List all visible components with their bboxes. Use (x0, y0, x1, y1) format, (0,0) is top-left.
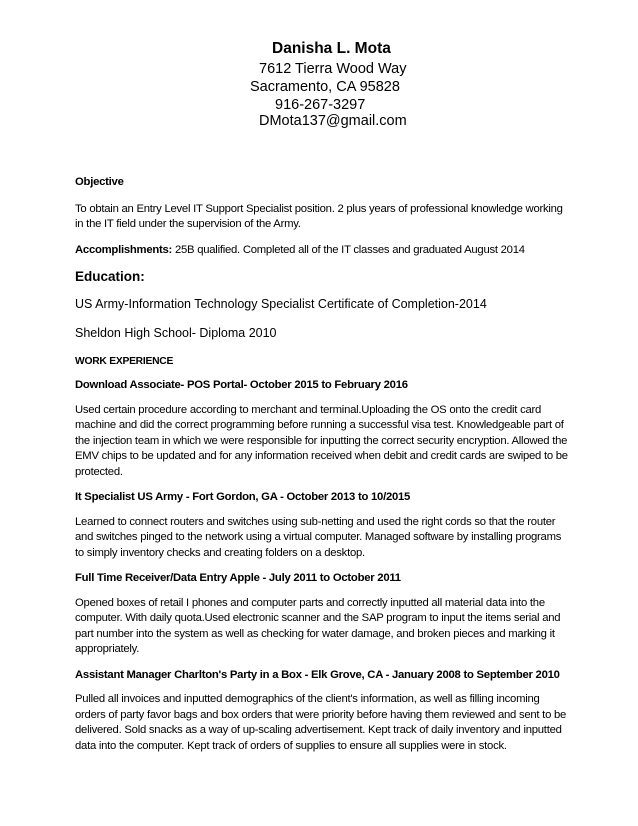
street-address: 7612 Tierra Wood Way (259, 61, 407, 77)
education-item-army: US Army-Information Technology Specialist Certificate of Completion-2014 (75, 296, 487, 311)
accomplishments-label: Accomplishments: (75, 243, 173, 256)
job-description: Used certain procedure according to merchant and terminal.Uploading the OS onto the credit card machine and did the correct programming before running a successful visa test. Knowledgeable part of the injection team in which we were responsible for inputting the correct security encryption. Allowed the EMV chips to be updated and for any information received when debit and credit cards are swiped to be protected. (75, 403, 568, 478)
job-entry (75, 378, 570, 480)
job-description: Pulled all invoices and inputted demographics of the client's information, as well as filling incoming orders of party favor bags and box orders that were priority before having them reviewed and sent to be delivered. Sold snacks as a way of up-scaling advertisement. Kept track of daily inventory and inputted data into the computer. Kept track of orders of supplies to ensure all supplies were in stock. (75, 693, 567, 752)
objective-heading: Objective (75, 176, 124, 188)
accomplishments-line (75, 243, 570, 259)
city-state-zip: Sacramento, CA 95828 (250, 79, 400, 95)
resume-body (75, 175, 570, 754)
phone-number: 916-267-3297 (275, 97, 366, 113)
job-title: Assistant Manager Charlton's Party in a Box - Elk Grove, CA - January 2008 to September 2010 (75, 668, 560, 681)
job-title: Download Associate- POS Portal- October 2015 to February 2016 (75, 379, 408, 391)
job-entry (75, 490, 570, 561)
education-heading: Education: (75, 269, 145, 284)
job-description: Opened boxes of retail I phones and computer parts and correctly inputted all material data into the computer. With daily quota.Used electronic scanner and the SAP program to input the items serial and part number into the system as well as checking for water damage, and broken pieces and marking it appropriately. (75, 596, 561, 655)
applicant-name: Danisha L. Mota (272, 40, 391, 57)
accomplishments-text: 25B qualified. Completed all of the IT classes and graduated August 2014 (172, 243, 525, 256)
objective-section (75, 175, 570, 233)
work-experience-heading: WORK EXPERIENCE (75, 355, 174, 367)
objective-text: To obtain an Entry Level IT Support Specialist position. 2 plus years of professional knowledge working in the IT field under the supervision of the Army. (75, 202, 563, 230)
job-entry (75, 571, 570, 658)
job-entry (75, 668, 570, 755)
education-item-high-school: Sheldon High School- Diploma 2010 (75, 326, 277, 340)
accomplishments-section (75, 243, 570, 259)
email-address: DMota137@gmail.com (259, 113, 407, 129)
job-title: It Specialist US Army - Fort Gordon, GA - October 2013 to 10/2015 (75, 491, 411, 503)
job-description: Learned to connect routers and switches using sub-netting and used the right cords so that the router and switches pinged to the network using a virtual computer. Managed software by installing programs to simply inventory checks and creating folders on a desktop. (75, 515, 562, 559)
education-section (75, 269, 570, 342)
job-title: Full Time Receiver/Data Entry Apple - July 2011 to October 2011 (75, 572, 401, 584)
work-experience-section (75, 354, 570, 755)
